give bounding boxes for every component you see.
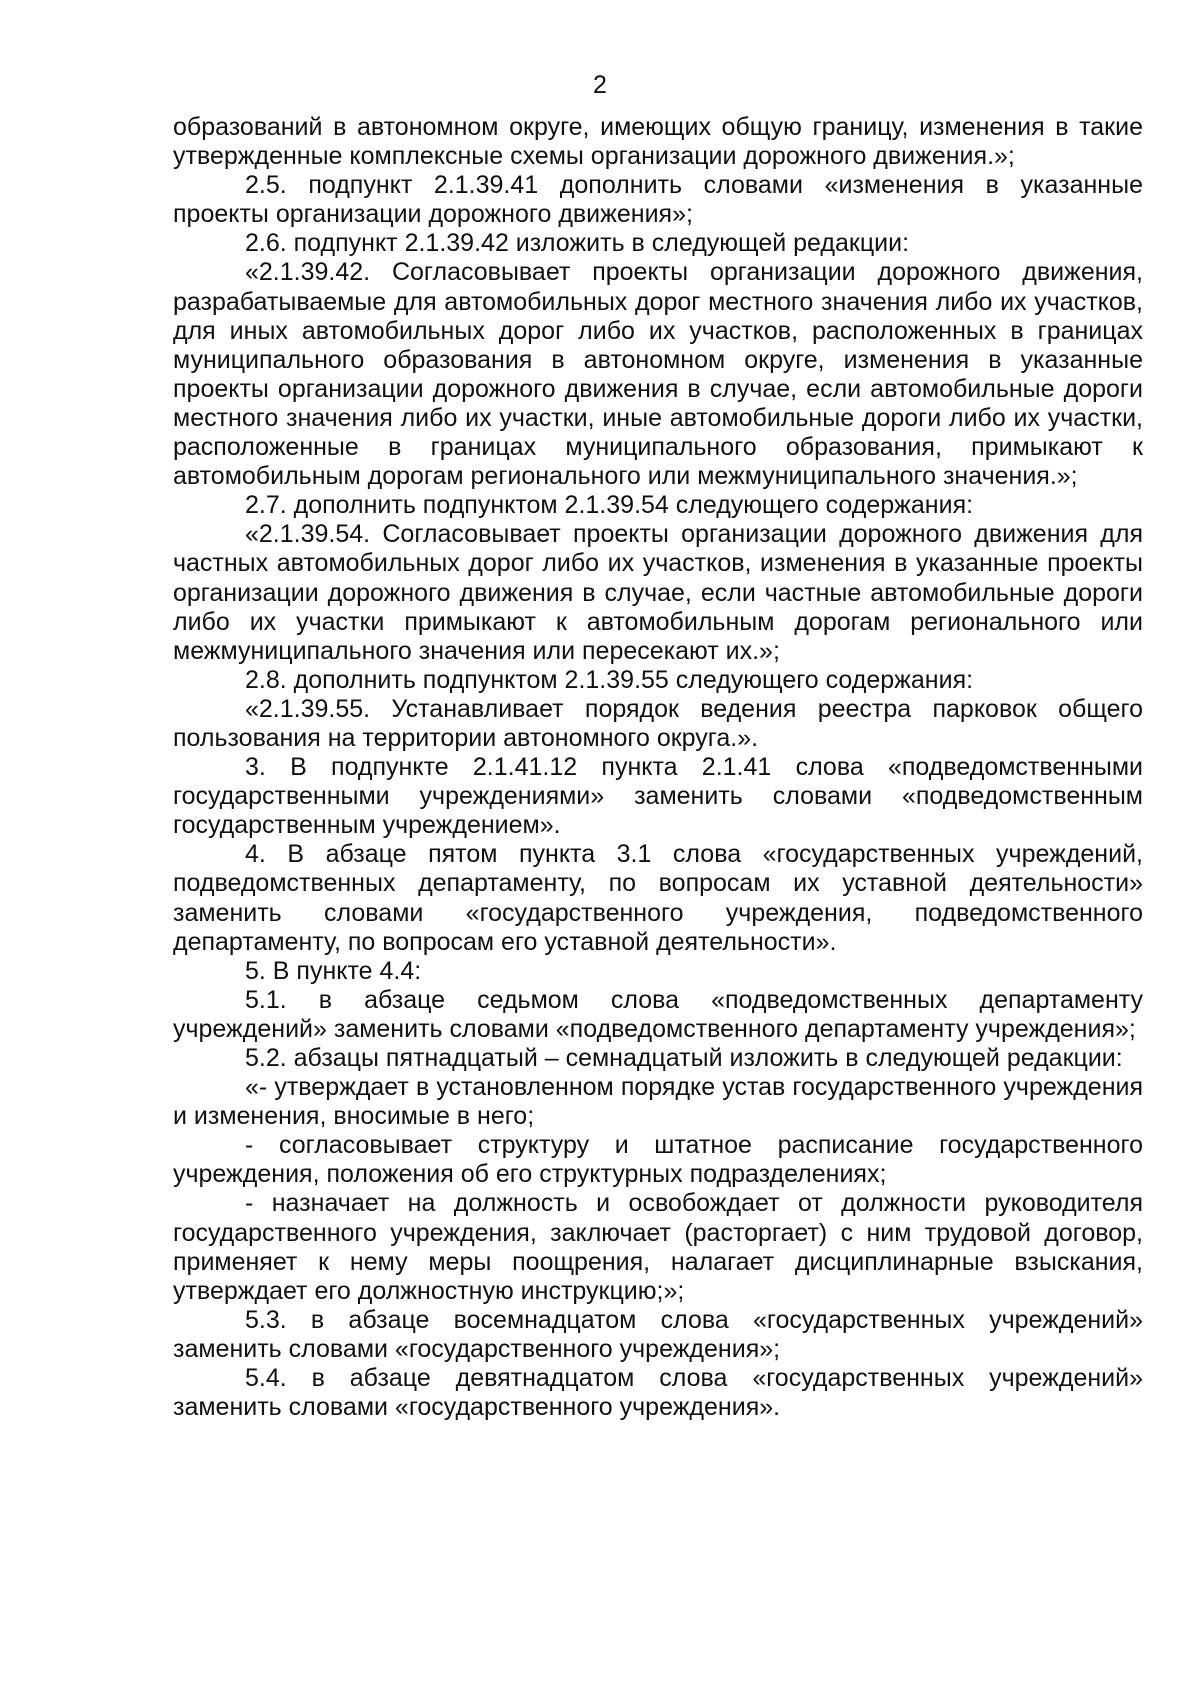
paragraph-5-3: 5.3. в абзаце восемнадцатом слова «государственных учреждений» заменить словами «государственного учреждения»; [173,1305,1143,1363]
paragraph-2-7: 2.7. дополнить подпунктом 2.1.39.54 следующего содержания: [245,491,974,520]
document-body [173,113,1143,1422]
paragraph-3: 3. В подпункте 2.1.41.12 пункта 2.1.41 слова «подведомственными государственными учреждениями» заменить словами «подведомственным государственным учреждением». [173,753,1143,840]
paragraph-5-2: 5.2. абзацы пятнадцатый – семнадцатый изложить в следующей редакции: [245,1044,1123,1072]
paragraph-5-2-item-2: - согласовывает структуру и штатное расписание государственного учреждения, положения об его структурных подразделениях; [173,1131,1143,1189]
paragraph-5-2-item-1: «- утверждает в установленном порядке устав государственного учреждения и изменения, вносимые в него; [173,1073,1143,1131]
paragraph-2-1-39-42-text: «2.1.39.42. Согласовывает проекты организации дорожного движения, разрабатываемые для автомобильных дорог местного значения либо их участков, для иных автомобильных дорог либо их участков, расположенных в границах муниципального образования в автономном округе, изменения в указанные проекты организации дорожного движения в случае, если автомобильные дороги местного значения либо их участки, иные автомобильные дороги либо их участки, расположенные в границах муниципального образования, примыкают к автомобильным дорогам регионального или межмуниципального значения.»; [173,258,1143,491]
paragraph-continuation: образований в автономном округе, имеющих общую границу, изменения в такие утвержденные комплексные схемы организации дорожного движения.»; [173,113,1143,171]
paragraph-5-1: 5.1. в абзаце седьмом слова «подведомственных департаменту учреждений» заменить словами «подведомственного департаменту учреждения»; [173,985,1143,1043]
paragraph-5: 5. В пункте 4.4: [245,956,422,985]
page-number: 2 [593,71,607,99]
paragraph-2-1-39-54-text: «2.1.39.54. Согласовывает проекты организации дорожного движения для частных автомобильных дорог либо их участков, изменения в указанные проекты организации дорожного движения в случае, если частные автомобильные дороги либо их участки примыкают к автомобильным дорогам регионального или межмуниципального значения или пересекают их.»; [173,520,1143,665]
paragraph-5-2-item-3: - назначает на должность и освобождает от должности руководителя государственного учреждения, заключает (расторгает) с ним трудовой договор, применяет к нему меры поощрения, налагает дисциплинарные взыскания, утверждает его должностную инструкцию;»; [173,1189,1143,1305]
paragraph-2-1-39-55-text: «2.1.39.55. Устанавливает порядок ведения реестра парковок общего пользования на территории автономного округа.». [173,694,1143,752]
paragraph-4: 4. В абзаце пятом пункта 3.1 слова «государственных учреждений, подведомственных департаменту, по вопросам их уставной деятельности» заменить словами «государственного учреждения, подведомственного департаменту, по вопросам его уставной деятельности». [173,840,1143,956]
paragraph-2-6: 2.6. подпункт 2.1.39.42 изложить в следующей редакции: [245,229,910,258]
paragraph-5-4: 5.4. в абзаце девятнадцатом слова «государственных учреждений» заменить словами «государственного учреждения». [173,1364,1143,1422]
paragraph-2-5: 2.5. подпункт 2.1.39.41 дополнить словами «изменения в указанные проекты организации дорожного движения»; [173,171,1143,229]
paragraph-2-8: 2.8. дополнить подпунктом 2.1.39.55 следующего содержания: [245,665,974,694]
